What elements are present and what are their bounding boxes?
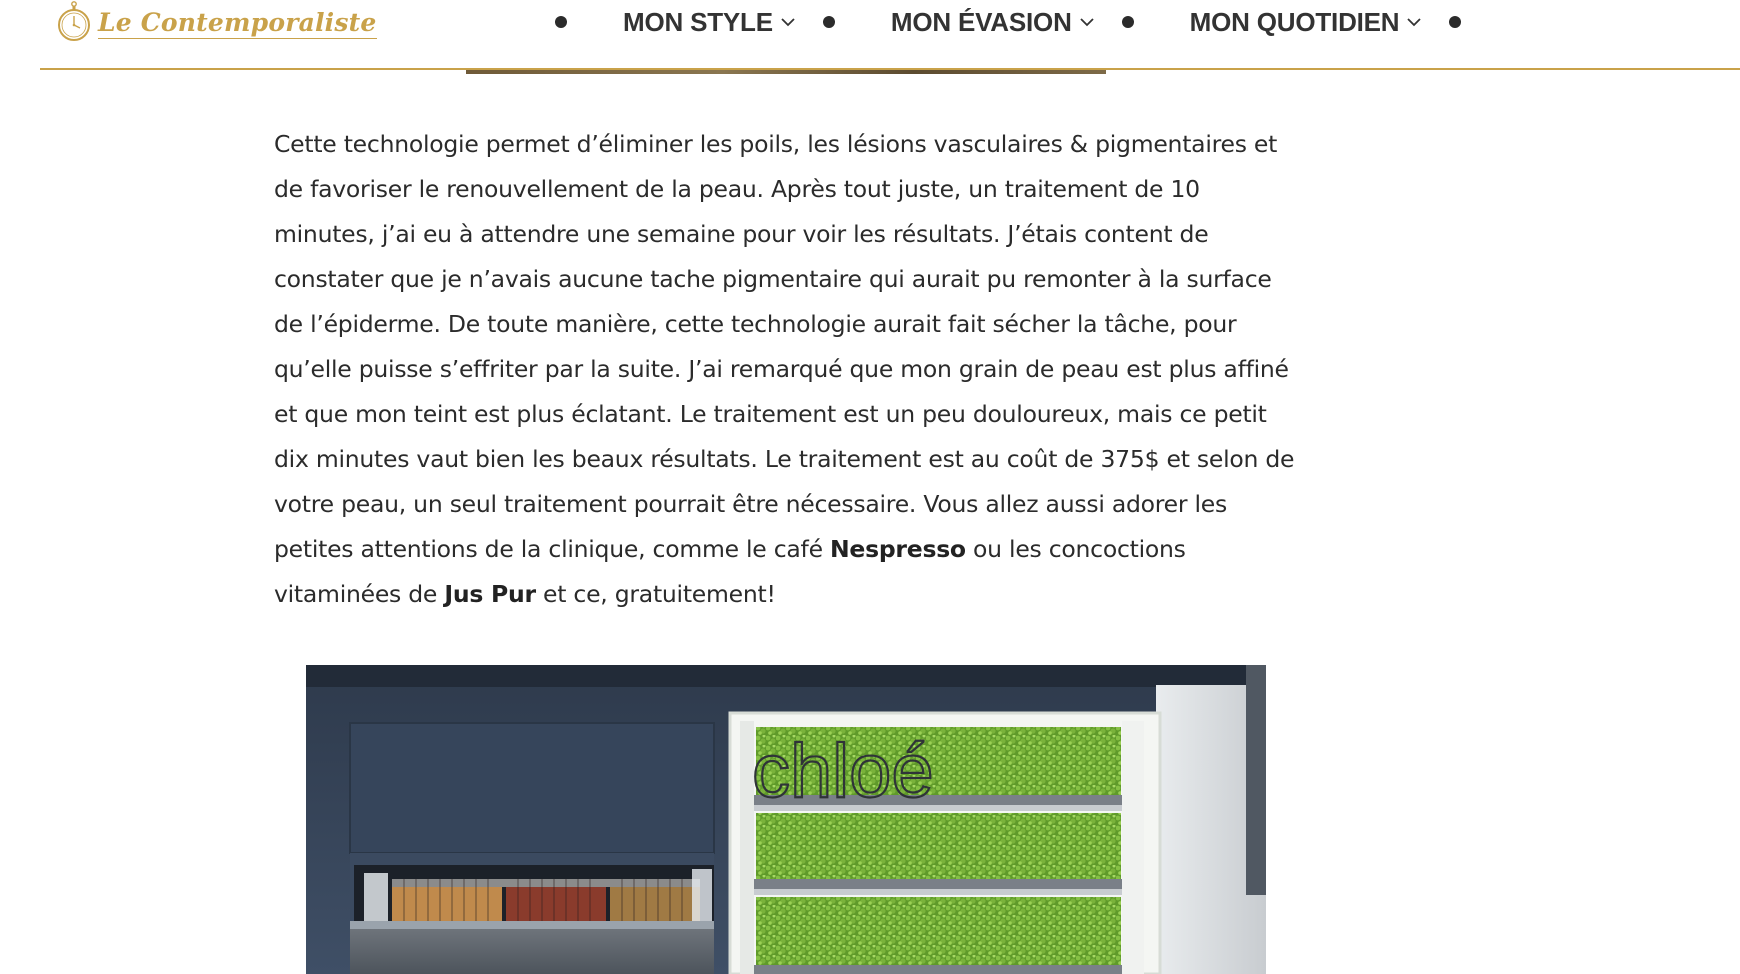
nav-label: MON ÉVASION <box>890 6 1072 37</box>
dot-icon <box>555 16 567 28</box>
article-text: et ce, gratuitement! <box>535 580 776 608</box>
article-paragraph <box>274 122 1304 617</box>
dot-icon <box>1122 16 1134 28</box>
chloe-sign: chloé <box>752 729 934 814</box>
site-logo[interactable] <box>56 0 377 46</box>
nav-label: MON STYLE <box>623 6 773 37</box>
pocket-watch-icon <box>56 1 92 45</box>
clinic-photo-illustration <box>306 665 1266 974</box>
brand-jus-pur: Jus Pur <box>444 580 536 608</box>
site-header <box>0 0 1740 72</box>
article-text: Cette technologie permet d’éliminer les poils, les lésions vasculaires & pigmentaires et de favoriser le renouvellement de la peau. Après tout juste, un traitement de 10 minutes, j’ai eu à attendre une semaine pour voir les résultats. J’étais content de constater que je n’avais aucune tache pigmentaire qui aurait pu remonter à la surface de l’épiderme. De toute manière, cette technologie aurait fait sécher la tâche, pour qu’elle puisse s’effriter par la suite. J’ai remarqué que mon grain de peau est plus affiné et que mon teint est plus éclatant. Le traitement est un peu douloureux, mais ce petit dix minutes vaut bien les beaux résultats. Le traitement est au coût de 375$ et selon de votre peau, un seul traitement pourrait être nécessaire. Vous allez aussi adorer les petites attentions de la clinique, comme le café <box>274 130 1295 563</box>
nav-item-mon-style[interactable] <box>623 7 795 38</box>
chevron-down-icon <box>781 17 795 27</box>
brand-nespresso: Nespresso <box>830 535 966 563</box>
dot-icon <box>823 16 835 28</box>
article-text: ou les concoctions vitaminées de <box>274 535 1186 608</box>
nav-item-mon-evasion[interactable] <box>891 7 1094 38</box>
nav-item-mon-quotidien[interactable] <box>1190 7 1422 38</box>
clinic-photo <box>306 665 1266 974</box>
chevron-down-icon <box>1080 17 1094 27</box>
nav-label: MON QUOTIDIEN <box>1189 6 1400 37</box>
logo-text: Le Contemporaliste <box>98 7 377 37</box>
header-divider <box>40 68 1740 70</box>
dot-icon <box>1449 16 1461 28</box>
main-nav <box>555 0 1461 44</box>
chevron-down-icon <box>1407 17 1421 27</box>
